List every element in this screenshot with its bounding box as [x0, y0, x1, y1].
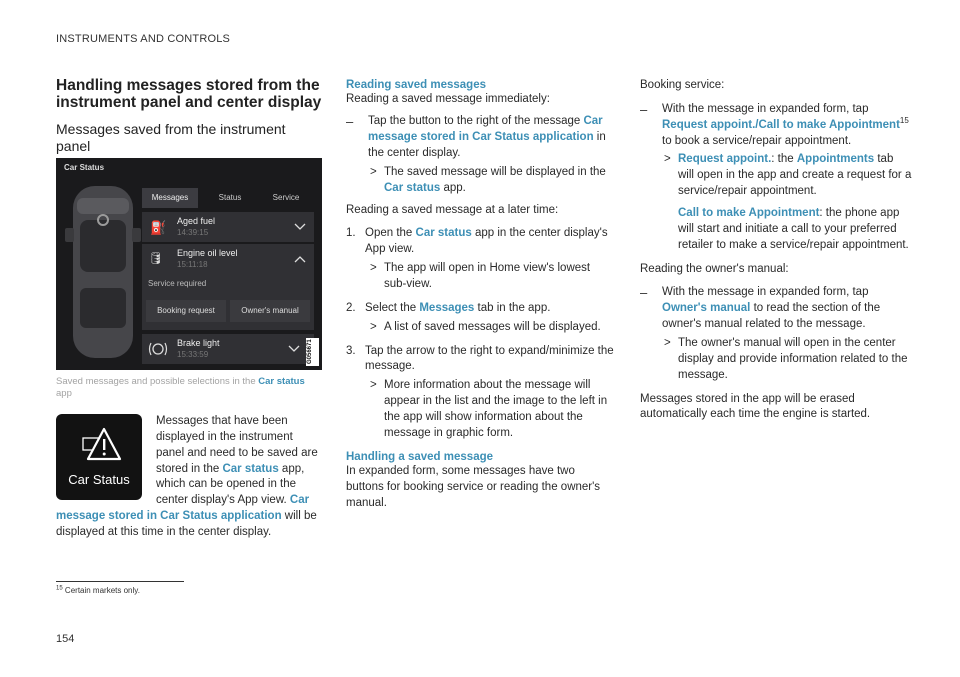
oil-can-icon: 🛢 [148, 251, 164, 266]
section-title: Handling messages stored from the instrument panel and center display [56, 77, 322, 112]
result-item: > The owner's manual will open in the center display and provide information related to the message. [664, 337, 908, 381]
result-item: > A list of saved messages will be displayed. [370, 320, 601, 333]
step-2: 2. Select the Messages tab in the app. [346, 301, 551, 314]
paragraph: Messages stored in the app will be erased automatically each time the engine is started. [640, 392, 871, 421]
car-status-paragraph: Car Status Messages that have been displayed in the instrument panel and need to be saved are stored in the Car status app, which can be opened in the center display's App view. Car message stored in Car Status application will be displayed at this time in the center display. [56, 415, 318, 539]
tab-service[interactable]: Service [272, 193, 300, 203]
message-item-brake-light[interactable] [142, 334, 314, 364]
result-item: > The app will open in Home view's lowest sub-view. [370, 262, 591, 290]
chevron-down-icon[interactable] [288, 345, 300, 353]
result-item: > The saved message will be displayed in the Car status app. [370, 165, 606, 194]
instruction-item: – With the message in expanded form, tap Owner's manual to read the section of the owner's manual related to the message. [640, 285, 881, 331]
image-code-label: G056671 [306, 338, 319, 366]
footnote: $^{15}$ Certain markets only. [56, 585, 140, 595]
result-continuation: Call to make Appointment: the phone app will start and initiate a call to your preferred retailer to make a service/repair appointment. [678, 207, 909, 251]
paragraph: Reading the owner's manual: [640, 262, 789, 275]
instruction-item: – With the message in expanded form, tap Request appoint./Call to make Appointment$^{15}$ to book a service/repair appointment. [640, 101, 909, 147]
message-label: Aged fuel [177, 216, 216, 227]
footnote-rule [56, 581, 184, 582]
tab-messages[interactable]: Messages [142, 188, 198, 208]
app-icon-label: Car Status [68, 472, 130, 487]
brake-light-icon [148, 340, 168, 358]
car-top-view-image [64, 178, 142, 366]
message-item-aged-fuel[interactable] [142, 212, 314, 242]
message-label: Brake light [177, 338, 220, 349]
car-status-app-icon [56, 414, 142, 500]
booking-request-button[interactable]: Booking request [146, 300, 226, 322]
tab-status[interactable]: Status [218, 193, 242, 203]
service-required-text: Service required [148, 279, 207, 289]
page-number: 154 [56, 633, 75, 645]
result-item: > Request appoint.: the Appointments tab will open in the app and create a request for a service/repair appointment. [664, 153, 912, 198]
paragraph: In expanded form, some messages have two buttons for booking service or reading the owner's manual. [346, 465, 601, 509]
heading-handling-saved-message: Handling a saved message [346, 450, 494, 463]
step-1: 1. Open the Car status app in the center display's App view. [346, 227, 608, 256]
message-item-engine-oil[interactable] [142, 244, 314, 330]
instruction-item: – Tap the button to the right of the message Car message stored in Car Status application in the center display. [346, 114, 606, 159]
heading-reading-saved-messages: Reading saved messages [346, 79, 486, 91]
paragraph: Reading a saved message immediately: [346, 93, 550, 106]
column-1 [56, 77, 322, 541]
column-2 [346, 78, 614, 521]
owners-manual-button[interactable]: Owner's manual [230, 300, 310, 322]
paragraph: Reading a saved message at a later time: [346, 203, 559, 216]
message-time: 15:11:18 [177, 260, 208, 270]
warning-triangle-icon [82, 426, 122, 464]
message-time: 15:33:59 [177, 350, 209, 360]
subsection-title: Messages saved from the instrument panel [56, 121, 286, 155]
screen-title: Car Status [64, 163, 105, 173]
message-label: Engine oil level [177, 248, 238, 259]
chevron-up-icon[interactable] [294, 255, 306, 263]
car-status-screenshot [56, 158, 322, 370]
step-3: 3. Tap the arrow to the right to expand/minimize the message. [346, 344, 614, 373]
running-header: INSTRUMENTS AND CONTROLS [56, 33, 231, 45]
image-caption: Saved messages and possible selections in the Car status app [56, 376, 305, 400]
result-item: > More information about the message will appear in the list and the image to the left in the app will show information about the message in graphic form. [370, 379, 608, 439]
paragraph: Booking service: [640, 79, 725, 91]
message-time: 14:39:15 [177, 228, 209, 238]
fuel-pump-icon: ⛽ [150, 220, 167, 236]
chevron-down-icon[interactable] [294, 223, 306, 231]
column-3 [640, 78, 912, 432]
